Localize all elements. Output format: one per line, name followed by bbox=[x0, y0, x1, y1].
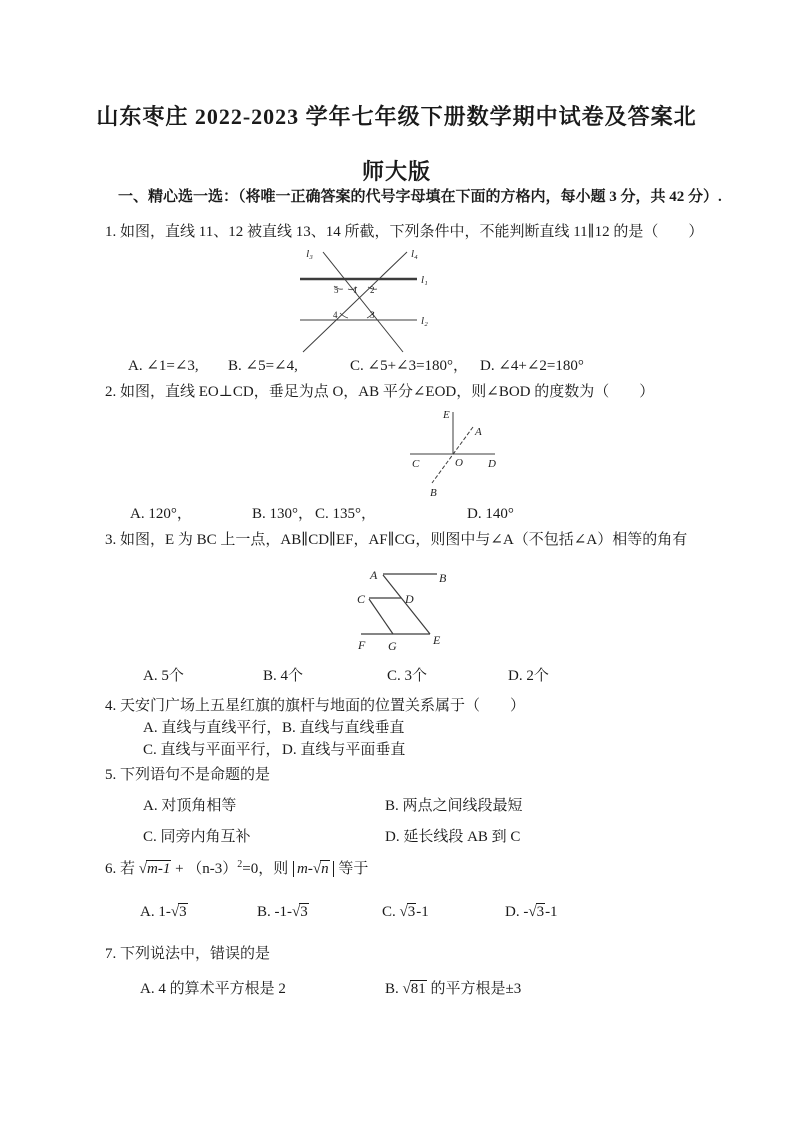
q1-option-c: C. ∠5+∠3=180°， bbox=[350, 358, 469, 374]
q6-radicand-2: n bbox=[321, 861, 329, 877]
q6-abs-expression bbox=[293, 861, 334, 877]
radical-sign: √ bbox=[312, 861, 321, 877]
fig3-label-d: D bbox=[405, 592, 414, 606]
fig2-label-a: A bbox=[475, 426, 482, 438]
q6-stem bbox=[105, 860, 368, 879]
q4-option-d: D. 直线与平面垂直 bbox=[282, 742, 406, 758]
fig3-label-b: B bbox=[439, 571, 447, 585]
q6-stem-suffix: 等于 bbox=[334, 861, 369, 877]
q5-option-b: B. 两点之间线段最短 bbox=[385, 798, 523, 814]
q2-option-d: D. 140° bbox=[467, 506, 514, 522]
fig3-label-e: E bbox=[433, 633, 441, 647]
fig2-label-e: E bbox=[443, 409, 450, 421]
fig3-label-a: A bbox=[370, 568, 378, 582]
q4-stem: 4. 天安门广场上五星红旗的旗杆与地面的位置关系属于（ ） bbox=[105, 698, 526, 714]
radical-sign: √ bbox=[170, 904, 179, 920]
fig3-label-c: C bbox=[357, 592, 366, 606]
q6-stem-mid2: =0，则 bbox=[242, 861, 293, 877]
section-heading: 一、精心选一选：（将唯一正确答案的代号字母填在下面的方格内，每小题 3 分，共 42 分）. bbox=[118, 189, 722, 205]
fig1-label-l4: l₄ bbox=[411, 248, 418, 260]
q5-option-d: D. 延长线段 AB 到 C bbox=[385, 829, 521, 845]
q1-option-d: D. ∠4+∠2=180° bbox=[480, 358, 584, 374]
radical-sign: √ bbox=[528, 904, 536, 920]
q2-figure bbox=[405, 403, 505, 500]
q2-stem: 2. 如图，直线 EO⊥CD，垂足为点 O，AB 平分∠EOD，则∠BOD 的度数为（ ） bbox=[105, 384, 655, 400]
q6-stem-mid1: + （n-3） bbox=[171, 861, 238, 877]
radical-sign: √ bbox=[402, 981, 410, 997]
q2-option-c: C. 135°， bbox=[315, 506, 377, 522]
fig1-angle-3: 3 bbox=[370, 310, 375, 320]
q7-option-a: A. 4 的算术平方根是 2 bbox=[140, 981, 286, 997]
radical-sign: √ bbox=[138, 861, 146, 877]
q5-stem: 5. 下列语句不是命题的是 bbox=[105, 767, 271, 783]
fig3-label-f: F bbox=[358, 638, 366, 652]
fig1-angle-4: 4 bbox=[333, 310, 338, 320]
fig1-angle-2: 2 bbox=[370, 285, 375, 295]
q2-option-a: A. 120°， bbox=[130, 506, 192, 522]
q6-option-b: B. -1-√3 bbox=[257, 904, 308, 920]
q6-exponent: 2 bbox=[237, 859, 243, 870]
q1-stem: 1. 如图，直线 11、12 被直线 13、14 所截，下列条件中，不能判断直线 11∥12 的是（ ） bbox=[105, 224, 704, 240]
fig2-label-o: O bbox=[455, 457, 463, 469]
fig3-label-g: G bbox=[388, 639, 397, 653]
q4-option-c: C. 直线与平面平行， bbox=[143, 742, 281, 758]
fig2-label-b: B bbox=[430, 487, 437, 499]
q1-option-b: B. ∠5=∠4, bbox=[228, 358, 298, 374]
q5-option-a: A. 对顶角相等 bbox=[143, 798, 237, 814]
q3-figure bbox=[350, 556, 455, 666]
q5-option-c: C. 同旁内角互补 bbox=[143, 829, 251, 845]
fig2-label-d: D bbox=[488, 458, 496, 470]
q4-option-a: A. 直线与直线平行， bbox=[143, 720, 282, 736]
q3-option-c: C. 3个 bbox=[387, 668, 428, 684]
q3-stem: 3. 如图，E 为 BC 上一点，AB∥CD∥EF，AF∥CG，则图中与∠A（不包括∠A）相等的角有 bbox=[105, 532, 688, 548]
fig3-line-cg bbox=[369, 599, 393, 634]
fig1-angle-5: 5 bbox=[334, 285, 339, 295]
q6-abs-prefix: m- bbox=[297, 861, 313, 877]
radical-sign: √ bbox=[399, 904, 407, 920]
q7-stem: 7. 下列说法中，错误的是 bbox=[105, 946, 271, 962]
q3-option-b: B. 4个 bbox=[263, 668, 304, 684]
radical-sign: √ bbox=[292, 904, 300, 920]
q6-radicand-1: m-1 bbox=[147, 861, 171, 877]
q3-option-a: A. 5个 bbox=[143, 668, 184, 684]
q1-option-a: A. ∠1=∠3, bbox=[128, 358, 199, 374]
page-title-line1: 山东枣庄 2022-2023 学年七年级下册数学期中试卷及答案北 bbox=[96, 104, 697, 129]
q6-option-d: D. -√3-1 bbox=[505, 904, 558, 920]
fig1-label-l2: l₂ bbox=[421, 315, 428, 327]
q4-option-b: B. 直线与直线垂直 bbox=[282, 720, 405, 736]
q6-option-a: A. 1-√3 bbox=[140, 904, 187, 920]
page-title-line2: 师大版 bbox=[361, 159, 431, 184]
q2-option-b: B. 130°， bbox=[252, 506, 314, 522]
fig1-angle-1: 1 bbox=[353, 285, 358, 295]
fig1-label-l3: l₃ bbox=[306, 248, 313, 260]
fig2-label-c: C bbox=[412, 458, 420, 470]
q1-figure bbox=[283, 246, 460, 358]
q6-stem-prefix: 6. 若 bbox=[105, 861, 139, 877]
q3-option-d: D. 2个 bbox=[508, 668, 549, 684]
fig1-label-l1: l₁ bbox=[421, 274, 428, 286]
q7-option-b: B. √81 的平方根是±3 bbox=[385, 981, 522, 997]
q6-option-c: C. √3-1 bbox=[382, 904, 429, 920]
